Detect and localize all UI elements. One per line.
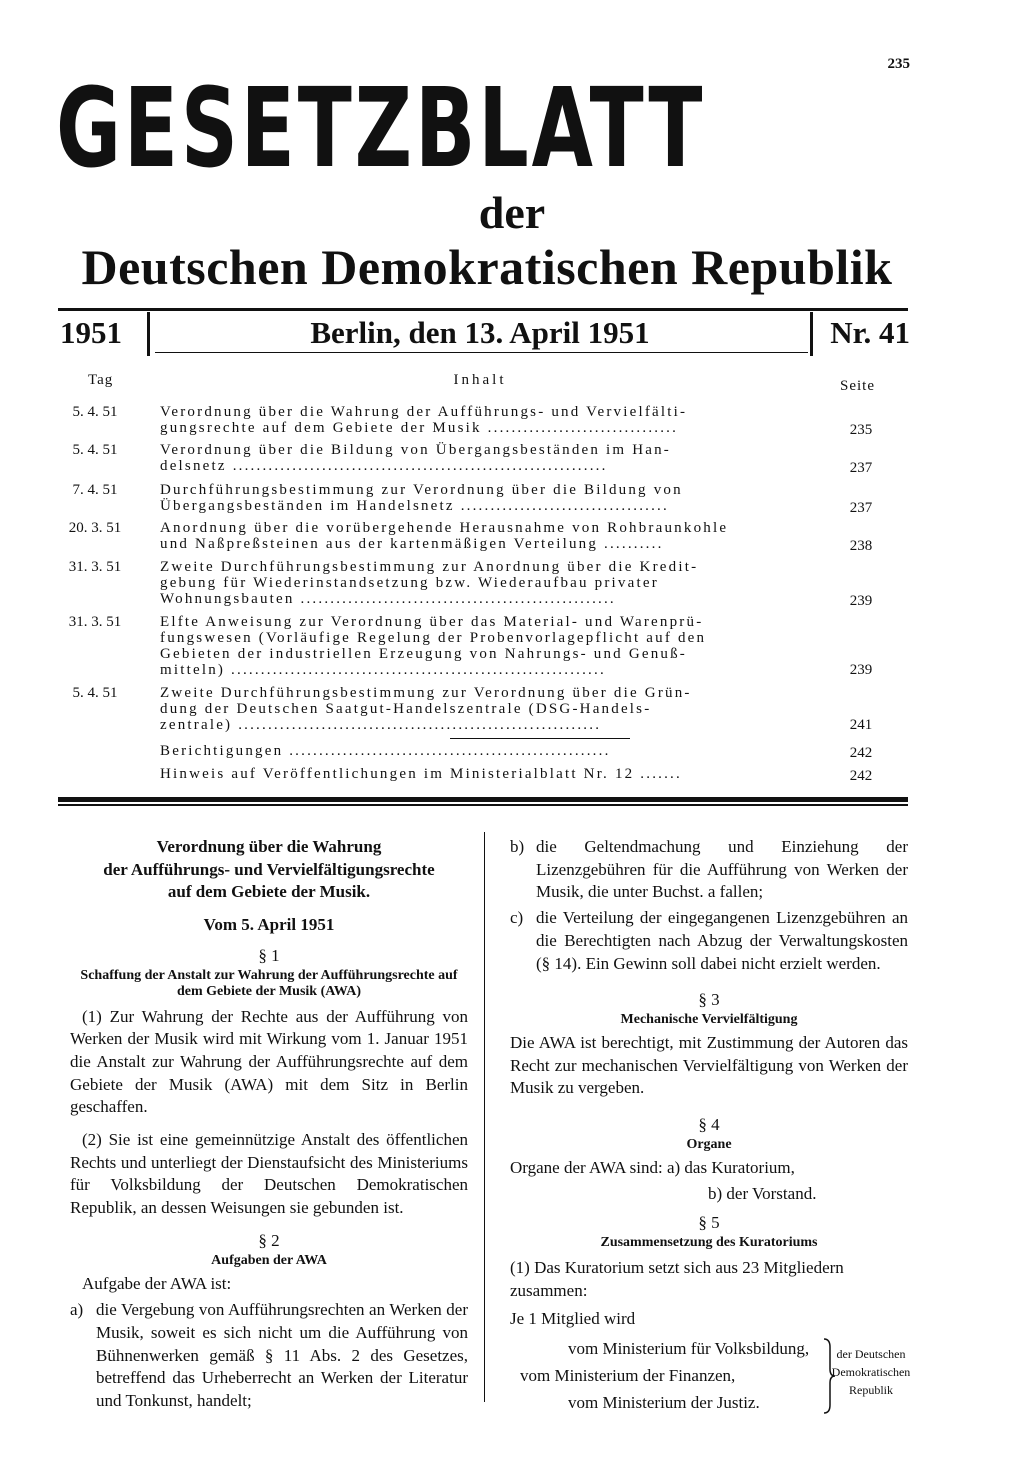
item-a-text: die Vergebung von Aufführungsrechten an Werken der Musik, soweit es sich nicht um die Aufführung von Bühnenwerken gemäß § 11 Abs. 2 des Gesetzes, betreffend das Urheberrecht an Werken der Literatur und Tonkunst, handelt; <box>96 1300 468 1411</box>
toc-line: gebung für Wiederinstandsetzung bzw. Wiederaufbau privater <box>160 575 659 591</box>
ministry-group <box>510 1335 911 1416</box>
toc-line: Übergangsbeständen im Handelsnetz ................................... <box>160 498 669 514</box>
toc-line: zentrale) ............................................................. <box>160 717 602 733</box>
toc-page: 239 <box>849 593 873 609</box>
contents-end-rule-thick <box>58 797 908 802</box>
brace-note-line: Demokratischen <box>831 1364 911 1379</box>
issue-number: Nr. 41 <box>830 315 910 350</box>
article-title-line: der Aufführungs- und Vervielfältigungsrechte <box>103 859 435 879</box>
ministry-item: vom Ministerium der Finanzen, <box>520 1365 736 1385</box>
toc-page: 238 <box>849 538 873 554</box>
item-c-text: die Verteilung der eingegangenen Lizenzgebühren an die Berechtigten nach Abzug der Verwaltungskosten (§ 14). Ein Gewinn soll dabei nicht erzielt werden. <box>536 908 908 973</box>
toc-date: 7. 4. 51 <box>72 482 118 498</box>
toc-line: Durchführungsbestimmung zur Verordnung über die Bildung von <box>160 482 683 498</box>
section-1-para-1: (1) Zur Wahrung der Rechte aus der Aufführung von Werken der Musik wird mit Wirkung vom 1. Januar 1951 die Anstalt zur Wahrung der Aufführungsrechte auf dem Gebiete der Musik (AWA) mit dem Sitz in Berlin geschaffen. <box>70 1006 468 1117</box>
issue-place-date: Berlin, den 13. April 1951 <box>310 315 650 350</box>
toc-line: Zweite Durchführungsbestimmung zur Verordnung über die Grün- <box>160 685 692 701</box>
item-c-label: c) <box>510 908 524 928</box>
toc-page: 237 <box>849 460 873 476</box>
section-3-text: Die AWA ist berechtigt, mit Zustimmung der Autoren das Recht zur mechanischen Vervielfältigung von Werken der Musik zu vergeben. <box>510 1032 908 1098</box>
toc-date: 31. 3. 51 <box>68 614 122 630</box>
toc-page: 235 <box>849 422 873 438</box>
toc-page: 242 <box>849 745 873 761</box>
section-4-heading: Organe <box>686 1136 732 1152</box>
toc-page: 239 <box>849 662 873 678</box>
ministry-item: vom Ministerium für Volksbildung, <box>568 1338 810 1358</box>
article-date: Vom 5. April 1951 <box>203 915 335 935</box>
section-2-heading: Aufgaben der AWA <box>211 1252 327 1268</box>
toc-line: und Naßpreßsteinen aus der kartenmäßigen Verteilung .......... <box>160 536 664 552</box>
issue-divider-right <box>810 312 813 356</box>
brace-note <box>830 1345 912 1399</box>
left-column <box>70 836 468 1413</box>
toc-page: 241 <box>849 717 873 733</box>
section-1-heading: Schaffung der Anstalt zur Wahrung der Aufführungsrechte auf dem Gebiete der Musik (AWA) <box>80 967 458 999</box>
toc-date: 31. 3. 51 <box>68 559 122 575</box>
toc-line: Hinweis auf Veröffentlichungen im Ministerialblatt Nr. 12 ....... <box>160 766 682 782</box>
masthead-der: der <box>478 187 546 238</box>
item-b-label: b) <box>510 837 525 856</box>
toc-line: delsnetz ............................................................... <box>160 458 608 474</box>
article-title-line: auf dem Gebiete der Musik. <box>167 882 371 902</box>
issue-divider-left <box>147 312 150 356</box>
toc-line: Verordnung über die Wahrung der Aufführungs- und Vervielfälti- <box>160 404 688 420</box>
toc-seite-label: Seite <box>840 378 875 394</box>
toc-line: Berichtigungen ...................................................... <box>160 743 611 759</box>
toc-page: 237 <box>849 500 873 516</box>
section-3-number: § 3 <box>698 990 720 1010</box>
brace-note-line: der Deutschen <box>836 1346 906 1361</box>
toc-date: 5. 4. 51 <box>72 685 118 701</box>
toc-date: 20. 3. 51 <box>68 520 122 536</box>
masthead-state: Deutschen Demokratischen Republik <box>81 239 893 295</box>
section-2-item-b <box>510 836 908 904</box>
column-divider <box>484 832 485 1402</box>
section-4-number: § 4 <box>698 1115 720 1135</box>
issue-bar-bottom-rule <box>155 352 808 353</box>
issue-bar-top-rule <box>58 308 908 311</box>
toc-date: 5. 4. 51 <box>72 442 118 458</box>
toc-line: gungsrechte auf dem Gebiete der Musik ................................ <box>160 420 679 436</box>
section-2-item-c <box>510 907 908 975</box>
section-5-heading: Zusammensetzung des Kuratoriums <box>600 1234 818 1250</box>
section-1-para-2: (2) Sie ist eine gemeinnützige Anstalt des öffentlichen Rechts und unterliegt der Dienstaufsicht des Ministeriums für Volksbildung der Deutschen Demokratischen Republik, an dessen Weisungen sie gebunden ist. <box>70 1130 468 1218</box>
page-number: 235 <box>887 56 910 72</box>
toc-inhalt-label: Inhalt <box>453 372 507 388</box>
section-3-heading: Mechanische Vervielfältigung <box>620 1011 798 1027</box>
ministry-item: vom Ministerium der Justiz. <box>568 1392 760 1412</box>
section-2-item-a <box>70 1299 468 1413</box>
toc-separator <box>450 738 630 739</box>
section-5-je: Je 1 Mitglied wird <box>510 1309 636 1329</box>
toc-tag-label: Tag <box>88 372 114 388</box>
item-b-text: die Geltendmachung und Einziehung der Lizenzgebühren für die Aufführung von Werken der Musik, die unter Buchst. a fallen; <box>536 837 908 902</box>
item-a-label: a) <box>70 1300 84 1320</box>
toc-line: Verordnung über die Bildung von Übergangsbeständen im Han- <box>160 442 671 458</box>
toc-line: Zweite Durchführungsbestimmung zur Anordnung über die Kredit- <box>160 559 699 575</box>
toc-line: fungswesen (Vorläufige Regelung der Probenvorlagepflicht auf den <box>160 630 707 646</box>
section-4-line-1: Organe der AWA sind: a) das Kuratorium, <box>510 1157 795 1177</box>
section-5-number: § 5 <box>698 1213 720 1233</box>
section-5-para-1: (1) Das Kuratorium setzt sich aus 23 Mitgliedern zusammen: <box>510 1257 844 1300</box>
toc-line: Wohnungsbauten ..................................................... <box>160 591 616 607</box>
toc-line: dung der Deutschen Saatgut-Handelszentrale (DSG-Handels- <box>160 701 652 717</box>
section-2-number: § 2 <box>258 1230 280 1250</box>
section-4-line-2: b) der Vorstand. <box>708 1184 817 1204</box>
section-2-intro: Aufgabe der AWA ist: <box>82 1273 232 1293</box>
toc-line: Anordnung über die vorübergehende Herausnahme von Rohbraunkohle <box>160 520 729 536</box>
brace-note-line: Republik <box>849 1382 893 1397</box>
section-1-number: § 1 <box>258 945 280 965</box>
contents-end-rule-thin <box>58 804 908 806</box>
toc-date: 5. 4. 51 <box>72 404 118 420</box>
toc-line: Gebieten der industriellen Erzeugung von Nahrungs- und Genuß- <box>160 646 688 662</box>
issue-year: 1951 <box>60 315 122 350</box>
toc-line: mitteln) ............................................................... <box>160 662 606 678</box>
article-title-line: Verordnung über die Wahrung <box>156 837 382 856</box>
masthead-title: GESETZBLATT <box>56 64 706 192</box>
toc-line: Elfte Anweisung zur Verordnung über das Material- und Warenprü- <box>160 614 704 630</box>
right-column <box>510 836 911 1416</box>
toc-page: 242 <box>849 768 873 784</box>
